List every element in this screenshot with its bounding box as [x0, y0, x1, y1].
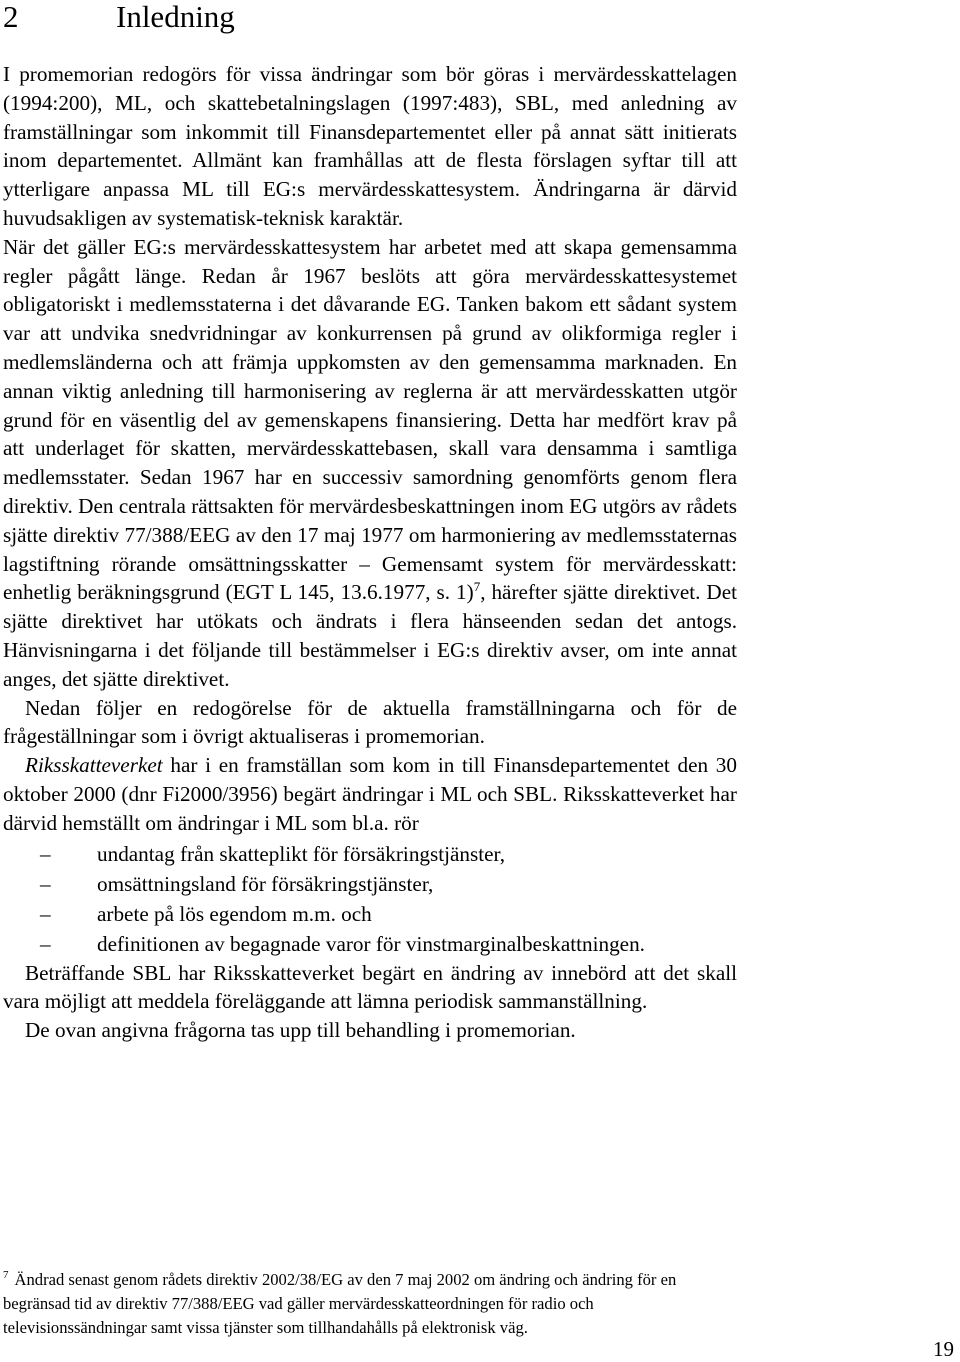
section-heading [3, 0, 235, 34]
list-item [3, 929, 737, 959]
paragraph-eg-system-cont: , härefter sjätte direktivet. Det sjätte direktivet har utökats och ändrats i flera hänseenden sedan det antogs. Hänvisningarna i det följande till bestämmelser i EG:s direktiv avser, om inte annat anges, det sjätte direktivet. [3, 580, 737, 691]
list-item-text: definitionen av begagnade varor för vinstmarginalbeskattningen. [97, 931, 645, 956]
list-item [3, 869, 737, 899]
list-item-text: omsättningsland för försäkringstjänster, [97, 871, 434, 896]
paragraph-eg-system-text: När det gäller EG:s mervärdesskattesystem har arbetet med att skapa gemensamma regler pågått länge. Redan år 1967 beslöts att göra mervärdesskattesystemet obligatoriskt i medlemsstaterna i det dåvarande EG. Tanken bakom ett sådant system var att undvika snedvridningar av konkurrensen på grund av olikformiga regler i medlemsländerna och att främja uppkomsten av den gemensamma marknaden. En annan viktig anledning till harmonisering av reglerna är att mervärdesskatten utgör grund för en väsentlig del av gemenskapens finansiering. Detta har medfört krav på att underlaget för skatten, mervärdesskattebasen, skall vara densamma i samtliga medlemsstater. Sedan 1967 har en successiv samordning genomförts genom flera direktiv. Den centrala rättsakten för mervärdesbeskattningen inom EG utgörs av rådets sjätte direktiv 77/388/EEG av den 17 maj 1977 om harmoniering av medlemsstaternas lagstiftning rörande omsättningsskatter – Gemensamt system för mervärdesskatt: enhetlig beräkningsgrund (EGT L 145, 13.6.1977, s. 1) [3, 234, 737, 605]
list-item [3, 839, 737, 869]
body-text [3, 60, 737, 1045]
dash-icon: – [40, 871, 51, 896]
section-title: Inledning [116, 0, 235, 34]
paragraph-rsv-text: har i en framställan som kom in till Finansdepartementet den 30 oktober 2000 (dnr Fi2000/3956) begärt ändringar i ML och SBL. Riksskatteverket har därvid hemställt om ändringar i ML som bl.a. rör [3, 753, 737, 835]
request-list [3, 839, 737, 959]
rsv-name: Riksskatteverket [25, 753, 163, 778]
dash-icon: – [40, 901, 51, 926]
dash-icon: – [40, 841, 51, 866]
page-number: 19 [933, 1337, 954, 1361]
paragraph-rsv [3, 751, 737, 837]
paragraph-eg-system [3, 233, 737, 694]
paragraph-closing: De ovan angivna frågorna tas upp till behandling i promemorian. [25, 1018, 576, 1043]
paragraph-sbl: Beträffande SBL har Riksskatteverket begärt en ändring av innebörd att det skall vara möjligt att meddela föreläggande att lämna periodisk sammanställning. [3, 960, 737, 1014]
dash-icon: – [40, 931, 51, 956]
footnote-reference: 7 [473, 579, 481, 595]
section-number: 2 [3, 0, 19, 34]
list-item-text: undantag från skatteplikt för försäkringstjänster, [97, 841, 506, 866]
footnote-mark: 7 [3, 1269, 9, 1282]
paragraph-intro: I promemorian redogörs för vissa ändringar som bör göras i mervärdesskattelagen (1994:200), ML, och skattebetalningslagen (1997:483), SBL, med anledning av framställningar som inkommit till Finansdepartementet eller på annat sätt initierats inom departementet. Allmänt kan framhållas att de flesta förslagen syftar till att ytterligare anpassa ML till EG:s mervärdesskattesystem. Ändringarna är därvid huvudsakligen av systematisk-teknisk karaktär. [3, 62, 737, 230]
footnote [3, 1268, 727, 1339]
list-item [3, 899, 737, 929]
paragraph-overview: Nedan följer en redogörelse för de aktuella framställningarna och för de frågeställningar som i övrigt aktualiseras i promemorian. [3, 695, 737, 749]
footnote-text: Ändrad senast genom rådets direktiv 2002/38/EG av den 7 maj 2002 om ändring och ändring för en begränsad tid av direktiv 77/388/EEG vad gäller mervärdesskatteordningen för radio och televisionssändningar samt vissa tjänster som tillhandahålls på elektronisk väg. [3, 1270, 677, 1337]
list-item-text: arbete på lös egendom m.m. och [97, 901, 372, 926]
